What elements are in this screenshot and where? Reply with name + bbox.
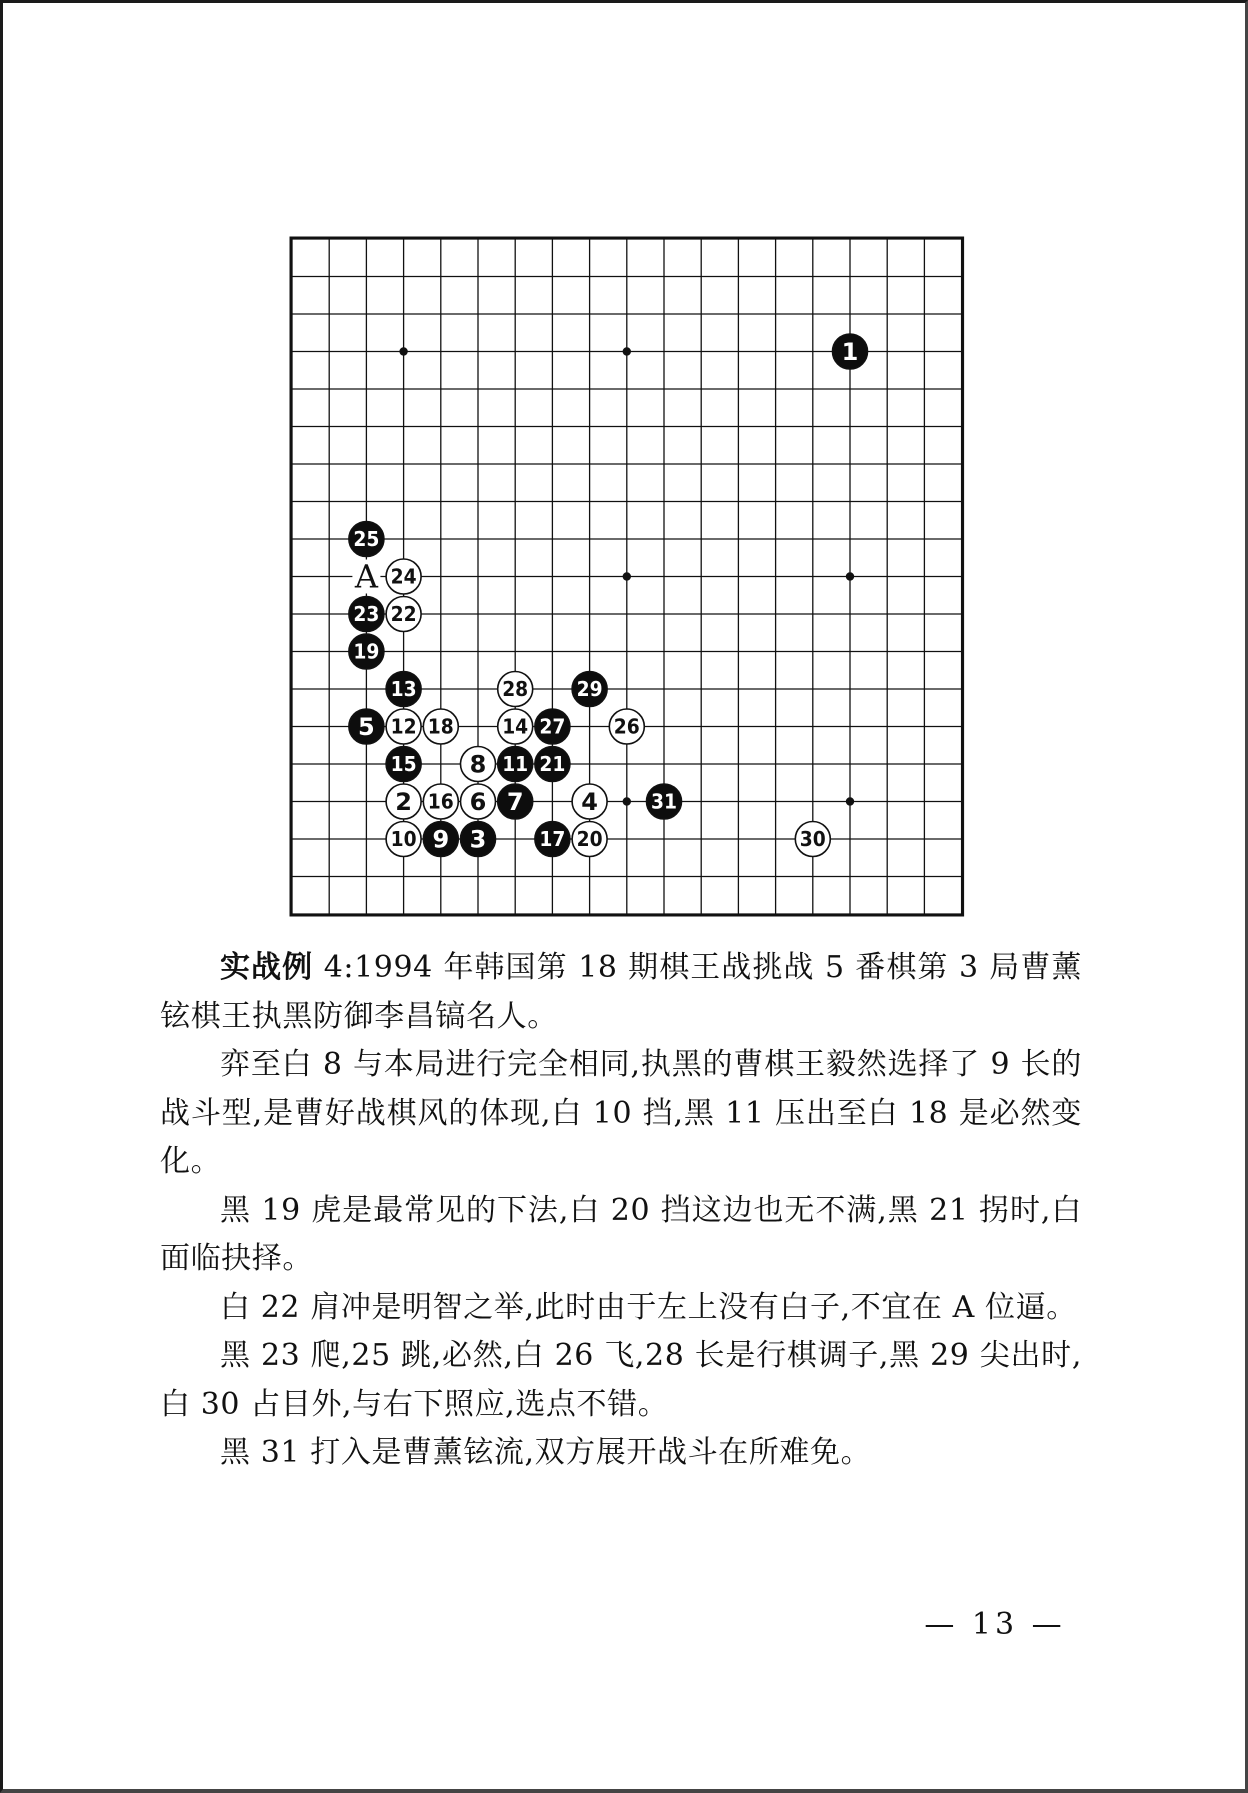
stone-number: 20 xyxy=(576,827,603,852)
stone-white-8 xyxy=(461,747,496,782)
stone-number: 13 xyxy=(390,677,417,702)
stone-number: 2 xyxy=(395,788,412,817)
stone-number: 9 xyxy=(432,825,450,854)
stone-black-31 xyxy=(647,784,682,819)
stone-black-3 xyxy=(461,822,496,857)
star-point xyxy=(846,797,854,805)
stone-black-17 xyxy=(535,822,570,857)
paragraph-6: 黑 31 打入是曹薰铉流,双方展开战斗在所难免。 xyxy=(220,1435,872,1470)
paragraph-1 xyxy=(160,944,1082,1041)
stone-number: 30 xyxy=(799,827,826,852)
paragraph-3: 黑 19 虎是最常见的下法,白 20 挡这边也无不满,黑 21 拐时,白面临抉择。 xyxy=(160,1192,1082,1276)
stone-number: 14 xyxy=(502,714,529,739)
paragraph-2: 弈至白 8 与本局进行完全相同,执黑的曹棋王毅然选择了 9 长的战斗型,是曹好战棋风的体现,白 10 挡,黑 11 压出至白 18 是必然变化。 xyxy=(160,1047,1082,1179)
paragraph-1-body: 4:1994 年韩国第 18 期棋王战挑战 5 番棋第 3 局曹薰铉棋王执黑防御李昌镐名人。 xyxy=(160,950,1082,1034)
stone-number: 16 xyxy=(427,789,454,814)
stone-black-23 xyxy=(349,597,384,632)
star-point xyxy=(623,347,631,355)
stone-number: 12 xyxy=(390,714,417,739)
stone-number: 18 xyxy=(427,714,454,739)
stone-number: 22 xyxy=(390,602,417,627)
stone-number: 19 xyxy=(353,639,380,664)
stone-black-15 xyxy=(386,747,421,782)
stone-number: 10 xyxy=(390,827,417,852)
stone-black-7 xyxy=(498,784,533,819)
stone-white-10 xyxy=(386,822,421,857)
stone-number: 7 xyxy=(506,788,524,817)
stone-black-27 xyxy=(535,709,570,744)
example-heading: 实战例 xyxy=(220,950,314,985)
stone-number: 3 xyxy=(469,825,487,854)
stone-white-30 xyxy=(795,822,830,857)
stone-white-12 xyxy=(386,709,421,744)
stone-number: 1 xyxy=(841,338,859,367)
stone-number: 25 xyxy=(353,527,380,552)
stone-black-25 xyxy=(349,522,384,557)
stone-number: 8 xyxy=(469,750,487,779)
stone-black-21 xyxy=(535,747,570,782)
stone-black-11 xyxy=(498,747,533,782)
marker-letter: A xyxy=(354,557,378,596)
stone-black-5 xyxy=(349,709,384,744)
stone-white-18 xyxy=(423,709,458,744)
star-point xyxy=(623,797,631,805)
stone-number: 5 xyxy=(358,713,375,742)
stone-number: 11 xyxy=(502,752,529,777)
star-point xyxy=(846,572,854,580)
stone-number: 17 xyxy=(539,827,566,852)
stone-number: 6 xyxy=(469,788,487,817)
star-point xyxy=(399,347,407,355)
paragraph-4: 白 22 肩冲是明智之举,此时由于左上没有白子,不宜在 A 位逼。 xyxy=(220,1289,1077,1325)
stone-number: 15 xyxy=(390,752,417,777)
stone-black-19 xyxy=(349,634,384,669)
stone-black-1 xyxy=(833,334,868,369)
stone-black-9 xyxy=(423,822,458,857)
stone-number: 24 xyxy=(390,564,417,589)
stone-number: 4 xyxy=(581,788,598,817)
page-number: — 13 — xyxy=(924,1607,1066,1642)
stone-white-28 xyxy=(498,672,533,707)
stone-number: 26 xyxy=(613,714,640,739)
star-point xyxy=(623,572,631,580)
stone-black-29 xyxy=(572,672,607,707)
stone-number: 28 xyxy=(502,677,529,702)
stone-white-26 xyxy=(609,709,644,744)
commentary-text xyxy=(160,944,1082,1478)
stone-black-13 xyxy=(386,672,421,707)
stone-number: 27 xyxy=(539,714,566,739)
stone-white-6 xyxy=(461,784,496,819)
paragraph-5: 黑 23 爬,25 跳,必然,白 26 飞,28 长是行棋调子,黑 29 尖出时,白 30 占目外,与右下照应,选点不错。 xyxy=(160,1338,1082,1422)
stone-white-16 xyxy=(423,784,458,819)
stone-number: 29 xyxy=(576,677,603,702)
stone-white-22 xyxy=(386,597,421,632)
stone-number: 31 xyxy=(651,789,677,814)
stone-white-2 xyxy=(386,784,421,819)
stone-white-24 xyxy=(386,559,421,594)
stone-number: 23 xyxy=(353,602,380,627)
go-board-diagram xyxy=(280,235,975,918)
stone-number: 21 xyxy=(539,752,566,777)
stone-white-4 xyxy=(572,784,607,819)
stone-white-20 xyxy=(572,822,607,857)
stone-white-14 xyxy=(498,709,533,744)
